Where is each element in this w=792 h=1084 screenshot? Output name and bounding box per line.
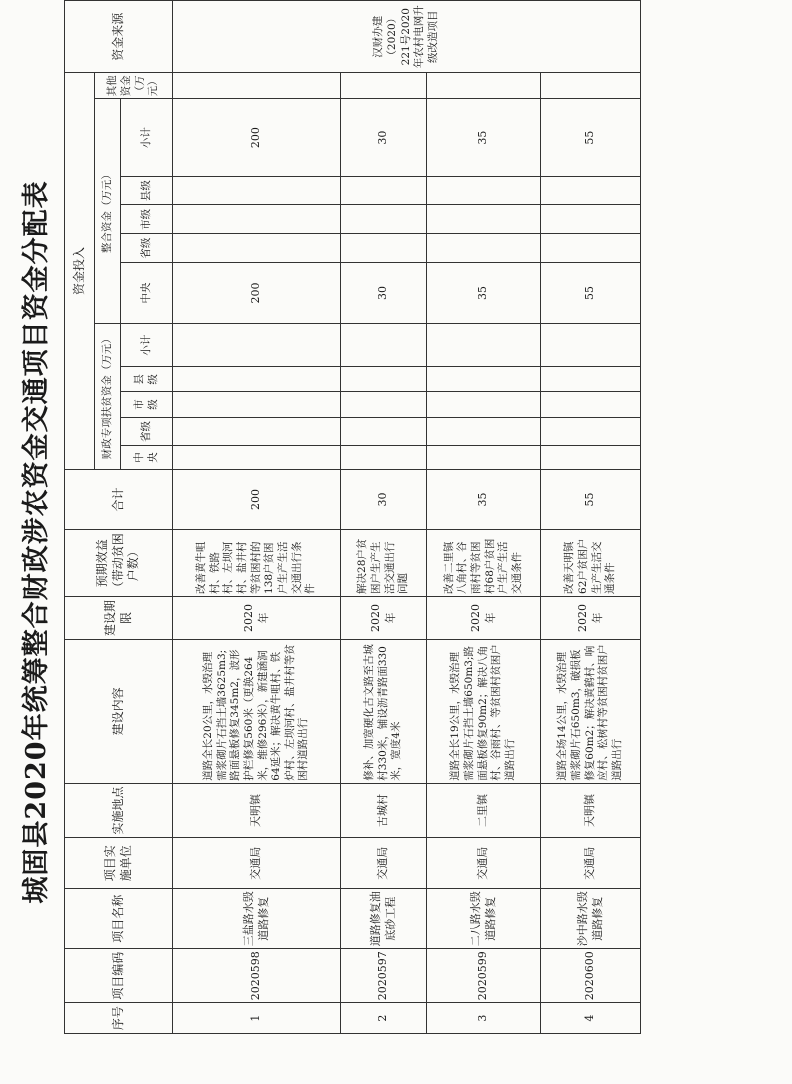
row-name: 道路修复油底砂工程 [341,889,427,949]
row-code: 2020597 [341,949,427,1003]
row-in-subtotal: 30 [341,99,427,176]
row-total: 35 [427,469,541,530]
header-location: 实施地点 [65,783,173,838]
header-name: 项目名称 [65,889,173,949]
table-row [427,1,541,1034]
header-sp-central: 中央 [121,446,173,469]
header-in-city: 市级 [121,205,173,234]
table-row [341,1,427,1034]
row-location: 二里镇 [427,783,541,838]
table-row [173,1,341,1034]
row-in-subtotal: 55 [541,99,641,176]
header-sp-subtotal: 小计 [121,323,173,366]
row-in-central: 55 [541,263,641,324]
row-unit: 交通局 [427,838,541,889]
header-period: 建设期限 [65,596,173,639]
header-benefit: 预期效益（带动贫困户数） [65,530,173,597]
row-seq: 1 [173,1003,341,1034]
row-unit: 交通局 [173,838,341,889]
document-title: 城固县2020年统筹整合财政涉农资金交通项目资金分配表 [21,180,52,904]
row-in-central: 30 [341,263,427,324]
row-location: 古城村 [341,783,427,838]
row-in-subtotal: 35 [427,99,541,176]
row-benefit: 改善黄牛咀村、铁路村、左坝河村、盐井村等贫困村的138户贫困户生产生活交通出行条件 [173,530,341,597]
header-in-central: 中央 [121,263,173,324]
header-unit: 项目实施单位 [65,838,173,889]
row-code: 2020600 [541,949,641,1003]
row-seq: 3 [427,1003,541,1034]
header-seq: 序号 [65,1003,173,1034]
header-in-province: 省级 [121,234,173,263]
row-benefit: 解决28户贫困户生产生活交通出行问题 [341,530,427,597]
header-special-funds: 财政专项扶贫资金（万元） [95,323,121,469]
row-content: 道路全长20公里，水毁治理需浆砌片石挡土墙3625m3;路面悬板修复345m2，波形护栏修复560米（更换264米，维修296米），新建涵洞64延米；解决黄牛咀村、铁炉村、左坝河村、盐井村等贫困村道路出行 [173,640,341,784]
row-unit: 交通局 [341,838,427,889]
row-location: 天明镇 [173,783,341,838]
row-in-central: 200 [173,263,341,324]
header-content: 建设内容 [65,640,173,784]
row-period: 2020年 [427,596,541,639]
header-code: 项目编码 [65,949,173,1003]
header-sp-county: 县级 [121,367,173,392]
row-in-subtotal: 200 [173,99,341,176]
header-sp-province: 省级 [121,417,173,446]
row-benefit: 改善二里镇八角村、谷雨村等贫困村68户贫困户生产生活交通条件 [427,530,541,597]
row-name: 三盐路水毁道路修复 [173,889,341,949]
row-source: 汉财办建（2020）221号2020年农村电网升级改造项目 [173,1,641,73]
row-code: 2020598 [173,949,341,1003]
row-total: 55 [541,469,641,530]
header-integrated-funds: 整合资金（万元） [95,99,121,323]
row-seq: 2 [341,1003,427,1034]
row-benefit: 改善天明镇62户贫困户生产生活交通条件 [541,530,641,597]
header-in-county: 县级 [121,176,173,205]
header-total: 合计 [65,469,173,530]
table-row [541,1,641,1034]
row-content: 道路全长19公里，水毁治理需浆砌片石挡土墙650m3;路面悬板修复90m2；解决八角村、谷雨村、等贫困村贫困户道路出行 [427,640,541,784]
header-source: 资金来源 [65,1,173,73]
row-code: 2020599 [427,949,541,1003]
allocation-table [64,0,641,1034]
row-content: 修补、加宽硬化古文路至古城村330米，铺设沥青路面330米，宽度4米 [341,640,427,784]
row-location: 天明镇 [541,783,641,838]
row-total: 200 [173,469,341,530]
row-in-central: 35 [427,263,541,324]
row-content: 道路全场14公里，水毁治理需浆砌片石650m3，破损板修复60m2；解决黄鹤村、响应村、松树村等贫困村贫困户道路出行 [541,640,641,784]
row-period: 2020年 [541,596,641,639]
header-other-funds: 其他资金（万元） [95,73,173,99]
row-period: 2020年 [173,596,341,639]
row-seq: 4 [541,1003,641,1034]
row-name: 沙中路水毁道路修复 [541,889,641,949]
row-name: 二八路水毁道路修复 [427,889,541,949]
header-investment: 资金投入 [65,73,95,469]
header-sp-city: 市级 [121,392,173,417]
row-total: 30 [341,469,427,530]
header-in-subtotal: 小计 [121,99,173,176]
row-period: 2020年 [341,596,427,639]
row-unit: 交通局 [541,838,641,889]
